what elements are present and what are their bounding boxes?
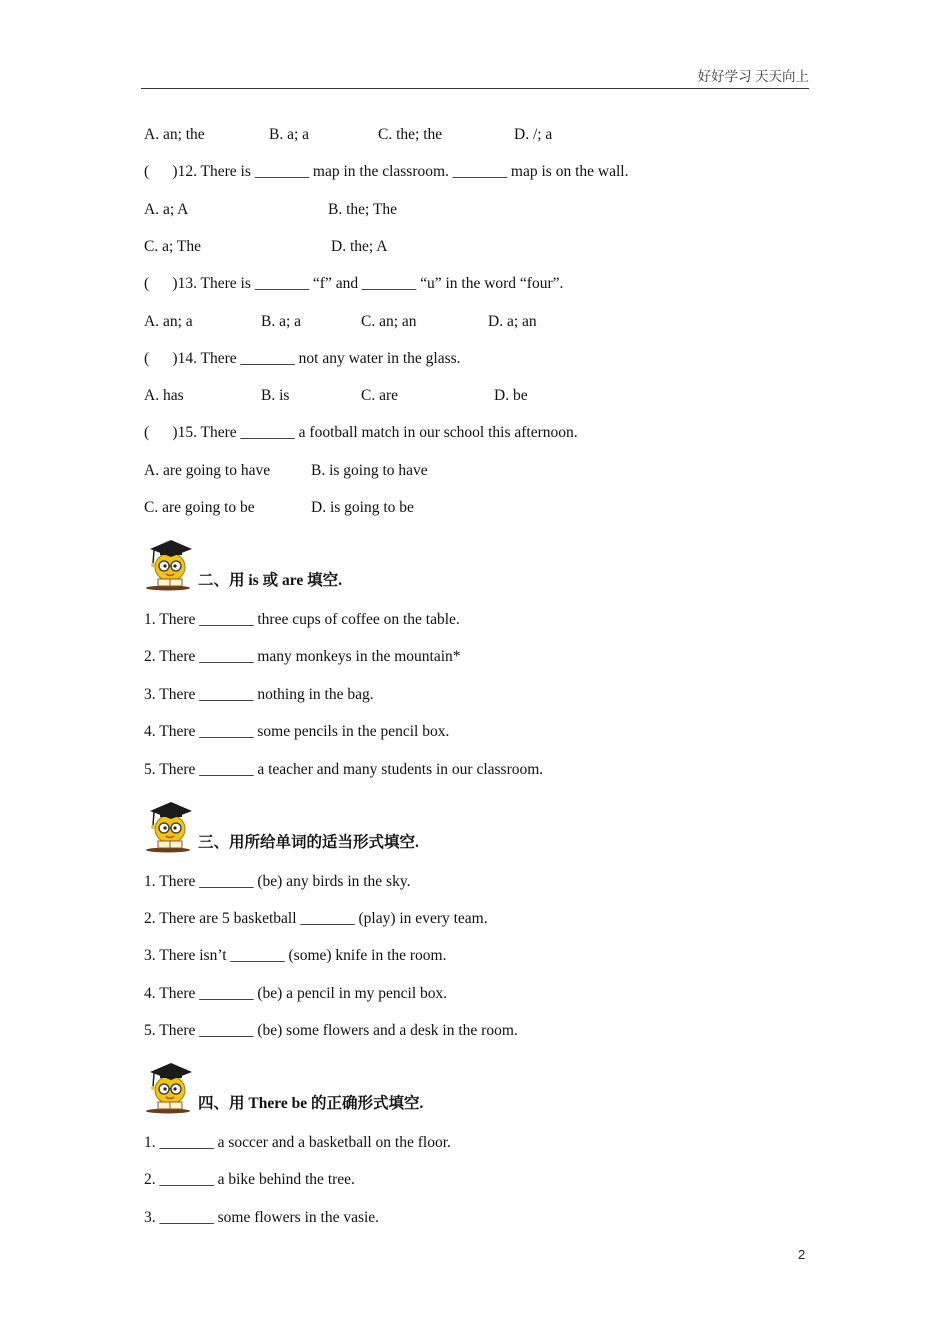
page-header: 好好学习 天天向上 bbox=[141, 66, 809, 89]
section-2-item: 2. There _______ many monkeys in the mountain* bbox=[144, 648, 461, 665]
section-2-item: 1. There _______ three cups of coffee on the table. bbox=[144, 611, 460, 628]
option-c: C. are bbox=[361, 387, 399, 404]
option-a: A. has bbox=[144, 387, 184, 404]
section-3-title: 三、用所给单词的适当形式填空. bbox=[198, 834, 419, 851]
section-3-item: 4. There _______ (be) a pencil in my pencil box. bbox=[144, 985, 448, 1002]
section-3-heading bbox=[144, 797, 644, 853]
section-4-title: 四、用 There be 的正确形式填空. bbox=[198, 1095, 424, 1112]
section-3-item: 5. There _______ (be) some flowers and a desk in the room. bbox=[144, 1022, 518, 1039]
page-number: 2 bbox=[798, 1247, 806, 1262]
section-3-item: 3. There isn’t _______ (some) knife in the room. bbox=[144, 947, 447, 964]
graduate-mascot-icon bbox=[144, 535, 196, 591]
section-3-item: 2. There are 5 basketball _______ (play) in every team. bbox=[144, 910, 488, 927]
option-a: A. a; A bbox=[144, 201, 189, 218]
option-b: B. a; a bbox=[269, 126, 310, 143]
section-2-item: 5. There _______ a teacher and many students in our classroom. bbox=[144, 761, 544, 778]
section-2-heading bbox=[144, 535, 644, 591]
option-b: B. the; The bbox=[328, 201, 398, 218]
option-c: C. an; an bbox=[361, 313, 417, 330]
section-3-item: 1. There _______ (be) any birds in the sky. bbox=[144, 873, 411, 890]
section-4-item: 1. _______ a soccer and a basketball on the floor. bbox=[144, 1134, 451, 1151]
option-d: D. is going to be bbox=[311, 499, 414, 516]
option-d: D. be bbox=[494, 387, 528, 404]
section-2-title: 二、用 is 或 are 填空. bbox=[198, 572, 342, 589]
option-a: A. an; the bbox=[144, 126, 205, 143]
option-c: C. a; The bbox=[144, 238, 201, 255]
graduate-mascot-icon bbox=[144, 797, 196, 853]
section-4-item: 2. _______ a bike behind the tree. bbox=[144, 1171, 355, 1188]
q12-stem: ( )12. There is _______ map in the classroom. _______ map is on the wall. bbox=[144, 163, 629, 180]
option-c: C. are going to be bbox=[144, 499, 255, 516]
section-4-item: 3. _______ some flowers in the vasie. bbox=[144, 1209, 380, 1226]
q15-stem: ( )15. There _______ a football match in our school this afternoon. bbox=[144, 424, 578, 441]
option-d: D. the; A bbox=[331, 238, 388, 255]
q13-stem: ( )13. There is _______ “f” and _______ “u” in the word “four”. bbox=[144, 275, 564, 292]
option-b: B. is bbox=[261, 387, 290, 404]
section-2-item: 3. There _______ nothing in the bag. bbox=[144, 686, 374, 703]
option-b: B. a; a bbox=[261, 313, 302, 330]
section-2-item: 4. There _______ some pencils in the pencil box. bbox=[144, 723, 450, 740]
option-d: D. /; a bbox=[514, 126, 553, 143]
option-b: B. is going to have bbox=[311, 462, 428, 479]
option-c: C. the; the bbox=[378, 126, 443, 143]
graduate-mascot-icon bbox=[144, 1058, 196, 1114]
option-a: A. an; a bbox=[144, 313, 193, 330]
q14-stem: ( )14. There _______ not any water in the glass. bbox=[144, 350, 461, 367]
option-d: D. a; an bbox=[488, 313, 537, 330]
section-4-heading bbox=[144, 1058, 644, 1114]
option-a: A. are going to have bbox=[144, 462, 271, 479]
